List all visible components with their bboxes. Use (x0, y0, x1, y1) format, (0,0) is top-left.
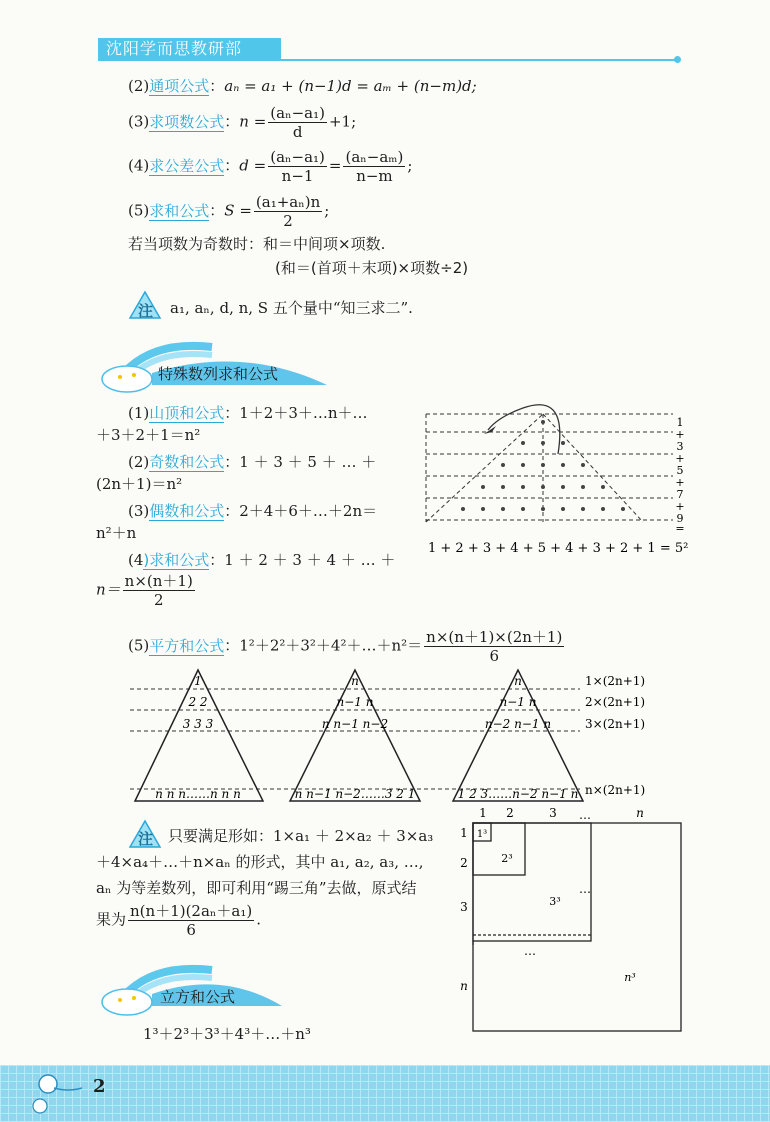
formula-3-label: 求项数公式 (149, 112, 225, 131)
formula-3-lhs: n = (239, 112, 267, 131)
cube-left-3: 3 (460, 900, 468, 914)
dots-side-4: 5 (676, 464, 684, 477)
dots-side-1: + (675, 428, 685, 441)
formula-5-lhs: S = (224, 201, 252, 220)
formula-3-frac-den: d (292, 123, 303, 141)
note-2-line-3: aₙ 为等差数列，即可利用“踢三角”去做，原式结 (96, 879, 417, 897)
tri2-row-0: n (351, 674, 359, 688)
footer-band (0, 1065, 770, 1122)
cube-left-n: n (460, 979, 468, 993)
tri1-row-1: 2 2 (188, 695, 208, 709)
tri3-row-2: n−2 n−1 n (484, 717, 552, 731)
tri3-row-3: 1 2 3……n−2 n−1 n (457, 787, 579, 801)
formula-4-lhs: d = (239, 156, 267, 175)
special-1-cont: ＋3＋2＋1＝n² (96, 426, 201, 444)
dots-sum-line: 1 + 2 + 3 + 4 + 5 + 4 + 3 + 2 + 1 = 5² (428, 541, 688, 556)
special-5 (128, 628, 566, 665)
formula-5-frac-num: (a₁+aₙ)n (255, 193, 321, 211)
tri-label-2: 3×(2n+1) (585, 717, 646, 731)
note-2-badge: 注 (138, 830, 154, 848)
special-1-text: ：1＋2＋3＋…n＋… (224, 404, 368, 422)
section-1-title: 特殊数列求和公式 (158, 365, 279, 383)
header-rule (98, 59, 678, 61)
dots-side-2: 3 (676, 440, 684, 453)
special-4-cont (96, 572, 197, 609)
tri1-row-2: 3 3 3 (182, 717, 214, 731)
note-1-badge: 注 (138, 302, 154, 320)
special-4-frac-num: n×(n＋1) (124, 572, 193, 590)
dots-side-9: = (675, 522, 685, 535)
formula-3-frac-num: (aₙ−a₁) (270, 104, 325, 122)
formula-5-num: (5) (128, 201, 150, 220)
formula-2-num: (2) (128, 77, 150, 95)
special-2-cont: (2n＋1)＝n² (96, 475, 183, 493)
special-4-frac-den: 2 (153, 591, 164, 609)
note-2-line-4 (96, 902, 261, 939)
dots-side-8: 9 (676, 512, 684, 525)
formula-4-label: 求公差公式 (149, 156, 225, 175)
dots-side-0: 1 (676, 416, 684, 429)
dots-figure (418, 392, 688, 562)
formula-4-tail: ; (407, 156, 413, 175)
note-1-text: a₁, aₙ, d, n, S 五个量中“知三求二”. (170, 299, 413, 317)
special-4-text: ：1 ＋ 2 ＋ 3 ＋ 4 ＋ … ＋ (209, 551, 396, 569)
tri2-row-2: n n−1 n−2 (321, 717, 389, 731)
special-2-text: ：1 ＋ 3 ＋ 5 ＋ … ＋ (224, 453, 377, 471)
note-2-result-post: . (256, 910, 262, 929)
special-2-num: (2) (128, 453, 150, 471)
cube-top-n: n (636, 806, 644, 820)
special-3-num: (3) (128, 502, 150, 520)
special-4-num: (4 (128, 551, 144, 569)
cube-left-2: 2 (460, 856, 468, 870)
formula-4-frac2-den: n−m (356, 167, 393, 185)
formula-4: (4)求公差公式：d = $\frac{\text{(aₙ−a₁)}}{n-1}$ = $\frac{\text{(aₙ−aₘ)}}{n-m}$ ; (128, 148, 413, 185)
special-3-cont: n²＋n (96, 524, 137, 542)
tri-label-3: n×(2n+1) (585, 783, 646, 797)
special-2-label: 奇数和公式 (149, 453, 225, 471)
cube-inner-2: 2³ (501, 852, 513, 865)
note-2-result-num: n(n＋1)(2aₙ＋a₁) (130, 902, 253, 920)
formula-5: (5)求和公式：S = $\frac{\text{(a₁+aₙ)n}}{2}$ ; (128, 193, 330, 230)
tri1-row-0: 1 (194, 674, 202, 688)
cube-top-1: 1 (479, 806, 487, 820)
tri1-row-3: n n n……n n n (155, 787, 241, 801)
triangles-figure (125, 668, 655, 808)
dots-side-5: + (675, 476, 685, 489)
note-2-line-1: 只要满足形如：1×a₁ ＋ 2×a₂ ＋ 3×a₃ (168, 827, 434, 845)
cube-inner-n: n³ (624, 971, 636, 984)
special-3 (128, 501, 377, 521)
odd-line-2: (和＝(首项＋末项)×项数÷2) (275, 259, 469, 277)
section-2-title: 立方和公式 (160, 988, 236, 1006)
cube-left-1: 1 (460, 826, 468, 840)
cube-dots-side: … (579, 882, 591, 896)
formula-5-frac-den: 2 (283, 212, 293, 230)
special-5-label: 平方和公式 (149, 636, 225, 655)
formula-2-text: aₙ = a₁ + (n−1)d = aₘ + (n−m)d; (224, 77, 477, 95)
special-2 (128, 452, 376, 472)
note-2-line-2: ＋4×a₄＋…＋n×aₙ 的形式，其中 a₁, a₂, a₃, …, (96, 853, 424, 871)
dots-side-3: + (675, 452, 685, 465)
header-dot (674, 56, 681, 63)
special-1-num: (1) (128, 404, 150, 422)
special-3-label: 偶数和公式 (149, 502, 225, 520)
snail-icon (28, 1068, 88, 1118)
cube-dots-top: … (579, 808, 591, 822)
tri3-row-1: n−1 n (499, 695, 537, 709)
tri2-row-3: n n−1 n−2……3 2 1 (294, 787, 416, 801)
special-5-frac-num: n×(n＋1)×(2n＋1) (426, 628, 563, 646)
dots-side-6: 7 (676, 488, 684, 501)
cube-inner-3: 3³ (549, 895, 561, 908)
formula-4-num: (4) (128, 156, 150, 175)
special-4-label: )求和公式 (143, 551, 210, 569)
dots-side-7: + (675, 500, 685, 513)
formula-4-frac2-num: (aₙ−aₘ) (345, 148, 404, 166)
note-2-result-pre: 果为 (96, 910, 127, 929)
cube-top-3: 3 (549, 806, 557, 820)
formula-4-eq: = (328, 156, 342, 175)
formula-4-frac1-den: n−1 (281, 167, 314, 185)
cube-squares-figure (455, 805, 690, 1040)
tri2-row-1: n−1 n (336, 695, 374, 709)
formula-3-num: (3) (128, 112, 150, 131)
tri-label-0: 1×(2n+1) (585, 674, 646, 688)
tri3-row-0: n (514, 674, 522, 688)
formula-4-frac1-num: (aₙ−a₁) (270, 148, 325, 166)
cube-inner-1: 1³ (476, 829, 488, 840)
formula-2-label: 通项公式 (149, 77, 210, 95)
special-1-label: 山顶和公式 (149, 404, 225, 422)
page-number: 2 (93, 1076, 106, 1097)
formula-3: (3)求项数公式：n = $\frac{\text{(aₙ−a₁)}}{d}$ +1; (128, 104, 357, 141)
tri-label-1: 2×(2n+1) (585, 695, 646, 709)
formula-2: (2)通项公式：aₙ = a₁ + (n−1)d = aₘ + (n−m)d; (128, 77, 477, 95)
formula-3-tail: +1; (328, 112, 357, 131)
cube-dots-bottom: … (524, 944, 536, 958)
formula-5-label: 求和公式 (149, 201, 210, 220)
special-4-lhs: n＝ (96, 580, 121, 599)
special-1 (128, 403, 368, 423)
special-3-text: ：2＋4＋6＋…＋2n＝ (224, 502, 378, 520)
odd-line: 若当项数为奇数时：和＝中间项×项数. (128, 235, 386, 253)
cube-top-2: 2 (506, 806, 514, 820)
special-5-text: ：1²＋2²＋3²＋4²＋…＋n²＝ (224, 636, 423, 655)
special-5-frac-den: 6 (489, 647, 500, 665)
cube-formula: 1³＋2³＋3³＋4³＋…＋n³ (143, 1025, 311, 1043)
header-title: 沈阳学而思教研部 (98, 38, 281, 60)
special-4 (128, 550, 395, 570)
special-5-num: (5) (128, 636, 150, 655)
note-2-result-den: 6 (186, 921, 196, 939)
formula-5-tail: ; (324, 201, 330, 220)
